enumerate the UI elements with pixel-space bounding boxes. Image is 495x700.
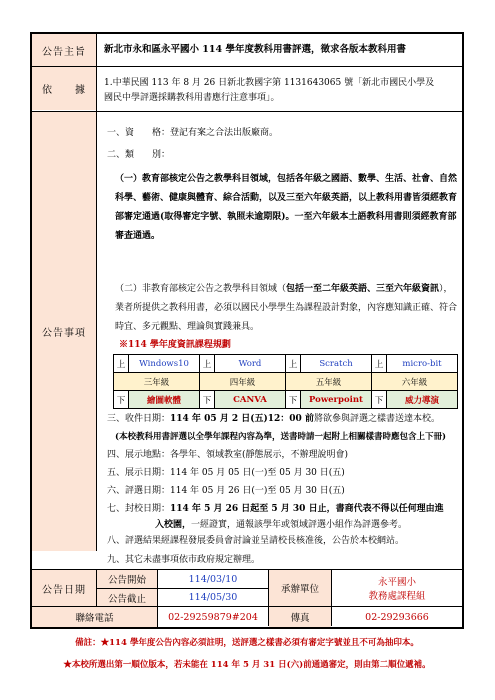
label-basis: 依 據 xyxy=(32,67,96,110)
item-others: 九、其它未盡事項依市政府規定辦理。 xyxy=(107,555,261,565)
fax-number: 02-29293666 xyxy=(365,611,429,623)
schedule-cell: CANVA xyxy=(215,391,286,409)
note-2: ★本校所選出第一順位版本，若未能在 114 年 5 月 31 日(六)前通過審定，則由第二順位遞補。 xyxy=(63,660,431,670)
org-line-2: 教務處課程組 xyxy=(368,591,426,602)
end-date: 114/05/30 xyxy=(188,592,238,603)
receive-prefix: 三、收件日期： xyxy=(107,414,171,424)
grade-cell: 五年級 xyxy=(286,373,372,391)
term-label: 下 xyxy=(200,391,215,409)
term-label: 下 xyxy=(286,391,301,409)
schedule-cell: 繪圖軟體 xyxy=(129,391,200,409)
label-subject: 公告主旨 xyxy=(32,34,96,66)
grade-cell: 四年級 xyxy=(200,373,286,391)
item-display-place: 四、展示地點：各學年、領域教室(靜態展示，不辦理說明會) xyxy=(107,450,349,460)
term-label: 上 xyxy=(372,355,387,373)
receive-deadline: 114 年 05 月 2 日(五)12：00 前 xyxy=(170,414,314,424)
term-label: 下 xyxy=(114,391,129,409)
items-area xyxy=(97,112,462,551)
schedule-row-upper xyxy=(114,355,458,373)
item-result: 八、評選結果經課程發展委員會討論並呈請校長核准後，公告於本校網站。 xyxy=(107,536,405,546)
phone-number: 02-29259879#204 xyxy=(168,611,258,623)
schedule-cell: Scratch xyxy=(301,355,372,373)
schedule-title: ※114 學年度資訊課程規劃 xyxy=(119,340,231,350)
basis-line-2: 國民中學評選採購教科用書應行注意事項」。 xyxy=(104,93,280,103)
label-items: 公告事項 xyxy=(32,112,96,551)
schedule-row-lower xyxy=(114,391,458,409)
sub2-head: （二）非教育部核定公告之教學科目領域（ xyxy=(115,284,287,294)
item-closed-date xyxy=(107,502,444,516)
item-display-date: 五、展示日期：114 年 05 月 05 日(一)至 05 月 30 日(五) xyxy=(107,468,345,478)
item-category: 二、類 別： xyxy=(107,150,171,160)
schedule-table xyxy=(113,354,458,409)
receive-note: (本校教科用書評選以全學年課程內容為準，送書時請一起附上相關樣書時應包含上下冊) xyxy=(115,432,447,442)
schedule-cell: Windows10 xyxy=(129,355,200,373)
closed-period: 114 年 5 月 26 日起至 5 月 30 日止，書商代表不得以任何理由進 xyxy=(170,504,444,514)
end-label: 公告截止 xyxy=(97,589,157,606)
term-label: 上 xyxy=(114,355,129,373)
sub2-bold: 包括一至二年級英語、三至六年 xyxy=(286,284,413,294)
item-review-date: 六、評選日期：114 年 05 月 26 日(一)至 05 月 30 日(五) xyxy=(107,486,345,496)
schedule-cell: micro-bit xyxy=(387,355,458,373)
note-1: 備註：★114 學年度公告內容必須註明，送評選之樣書必須有審定字號並且不可為抽印本。 xyxy=(75,638,419,648)
announcement-table xyxy=(30,32,464,629)
term-label: 上 xyxy=(200,355,215,373)
category-sub-2 xyxy=(115,280,459,337)
item-receive-date xyxy=(107,412,440,426)
receive-suffix: 將欲參與評選之樣書送達本校。 xyxy=(313,414,440,424)
subject-text: 新北市永和區永平國小 114 學年度教科用書評選，徵求各版本教科用書 xyxy=(104,44,406,55)
label-date: 公告日期 xyxy=(32,570,96,606)
closed-cont-bold: 入校園， xyxy=(155,520,192,530)
sub2-rest: ），業者所提供之教科用書，必須以國民小學學生為課程設計對象，內容應知識正確、符合時宜、多元觀點、理論與實踐兼具。 xyxy=(115,284,458,332)
closed-cont-rest: 一經證實，通報該學年或領域評選小組作為評選參考。 xyxy=(191,520,408,530)
grade-cell: 六年級 xyxy=(372,373,458,391)
sub2-bold-2: 級資訊 xyxy=(412,284,440,294)
start-label: 公告開始 xyxy=(97,570,157,588)
term-label: 下 xyxy=(372,391,387,409)
label-phone: 聯絡電話 xyxy=(32,607,157,627)
schedule-cell: Powerpoint xyxy=(301,391,372,409)
fax-label: 傳真 xyxy=(269,607,331,627)
grade-cell: 三年級 xyxy=(114,373,200,391)
org-name xyxy=(332,570,462,606)
basis-line-1: 1.中華民國 113 年 8 月 26 日新北教國字第 1131643065 號「新北市國民小學及 xyxy=(104,78,435,88)
schedule-cell: Word xyxy=(215,355,286,373)
item-qualification: 一、資 格：登記有案之合法出版廠商。 xyxy=(107,128,279,138)
schedule-cell: 威力導演 xyxy=(387,391,458,409)
org-line-1: 永平國小 xyxy=(377,577,416,588)
org-label: 承辦單位 xyxy=(269,570,331,606)
start-date: 114/03/10 xyxy=(188,573,238,585)
term-label: 上 xyxy=(286,355,301,373)
item-closed-cont xyxy=(155,518,407,532)
closed-prefix: 七、封校日期： xyxy=(107,504,171,514)
schedule-row-grades xyxy=(114,373,458,391)
category-sub-1: （一）教育部核定公告之教學科目領域，包括各年級之國語、數學、生活、社會、自然科學、藝術、健康與體育、綜合活動，以及三至六年級英語，以上教科用書皆須經教育部審定通過(取得審定字號、執照未逾期限)。一至六年級本土語教科用書則須經教育部審查通過。 xyxy=(115,174,458,241)
